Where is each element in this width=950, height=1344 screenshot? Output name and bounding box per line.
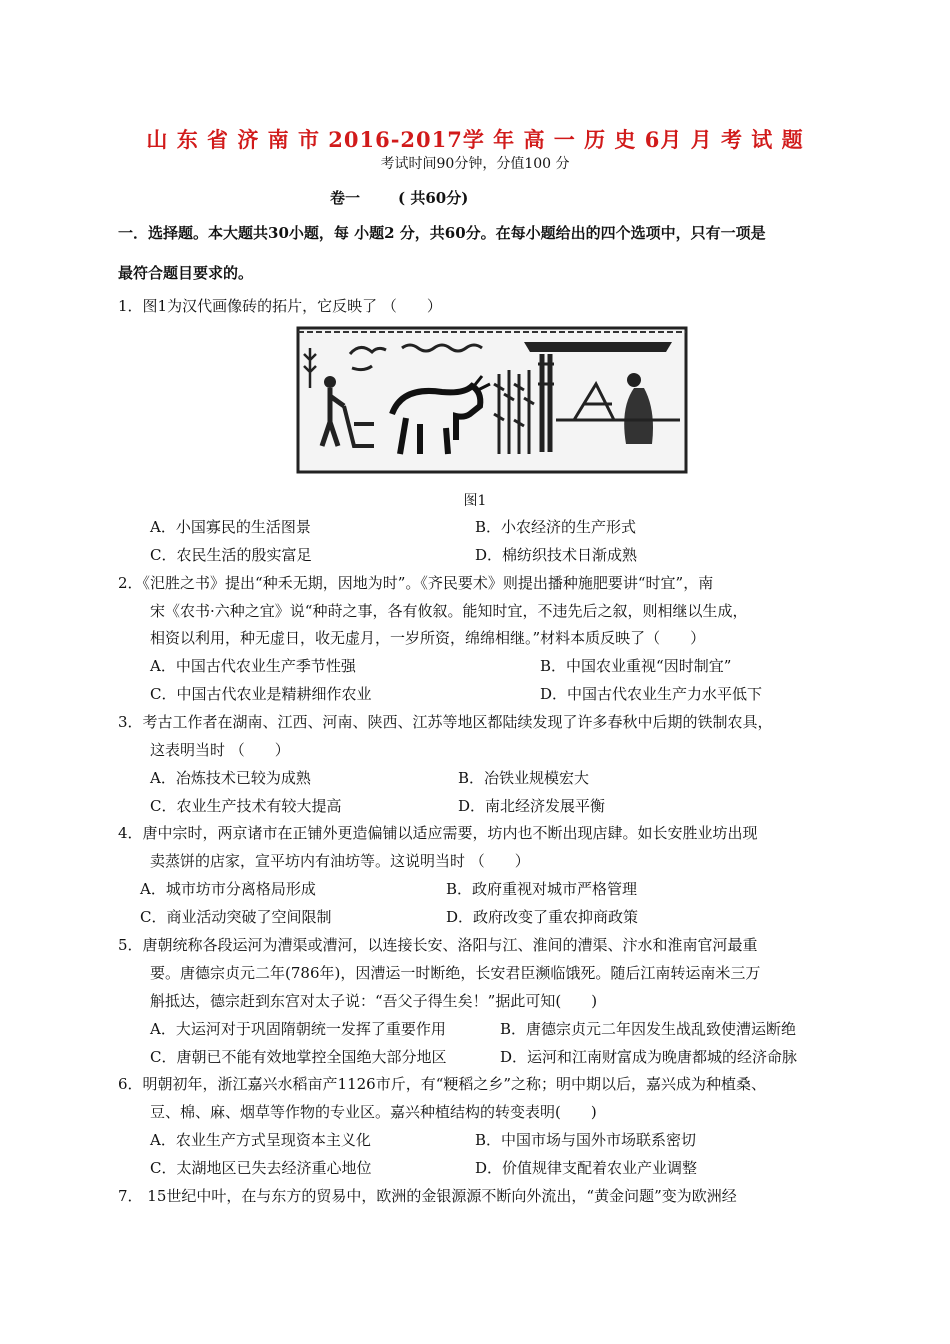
question-5: 5．唐朝统称各段运河为漕渠或漕河，以连接长安、洛阳与江、淮间的漕渠、汴水和淮南官河最重 xyxy=(118,936,758,954)
q5-option-c: C．唐朝已不能有效地掌控全国绝大部分地区 xyxy=(150,1048,447,1066)
question-3-line-2: 这表明当时 （ ） xyxy=(150,741,290,759)
section-name: 卷一 xyxy=(330,189,361,207)
question-2-line-3: 相资以利用，种无虚日，收无虚月，一岁所资，绵绵相继。”材料本质反映了（ ） xyxy=(150,629,706,647)
question-6: 6．明朝初年，浙江嘉兴水稻亩产1126市斤，有“粳稻之乡”之称；明中期以后，嘉兴成为种植桑、 xyxy=(118,1075,767,1093)
q6-option-c: C．太湖地区已失去经济重心地位 xyxy=(150,1159,372,1177)
q5-option-b: B．唐德宗贞元二年因发生战乱致使漕运断绝 xyxy=(500,1020,797,1038)
q1-option-c: C．农民生活的殷实富足 xyxy=(150,546,312,564)
question-4: 4．唐中宗时，两京诸市在正铺外更造偏铺以适应需要，坊内也不断出现店肆。如长安胜业坊出现 xyxy=(118,824,758,842)
question-2: 2．《汜胜之书》提出“种禾无期，因地为时”。《齐民要术》则提出播种施肥要讲“时宜”，南 xyxy=(118,574,714,592)
question-1: 1．图1为汉代画像砖的拓片，它反映了 （ ） xyxy=(118,297,442,315)
q4-option-b: B．政府重视对城市严格管理 xyxy=(446,880,638,898)
q5-option-d: D．运河和江南财富成为晚唐都城的经济命脉 xyxy=(500,1048,798,1066)
q4-option-d: D．政府改变了重农抑商政策 xyxy=(446,908,639,926)
q4-option-c: C．商业活动突破了空间限制 xyxy=(140,908,332,926)
q2-option-a: A．中国古代农业生产季节性强 xyxy=(150,657,356,675)
question-2-line-2: 宋《农书·六种之宜》说“种莳之事，各有攸叙。能知时宜，不违先后之叙，则相继以生成， xyxy=(150,602,748,620)
q3-option-b: B．冶铁业规模宏大 xyxy=(458,769,590,787)
question-4-line-2: 卖蒸饼的店家，宣平坊内有油坊等。这说明当时 （ ） xyxy=(150,852,530,870)
q1-option-d: D．棉纺织技术日渐成熟 xyxy=(475,546,638,564)
q2-option-d: D．中国古代农业生产力水平低下 xyxy=(540,685,763,703)
han-brick-rubbing-image xyxy=(294,324,690,476)
instructions-line-1: 一．选择题。本大题共30小题，每 小题2 分，共60分。在每小题给出的四个选项中，只有一项是 xyxy=(118,224,766,242)
page-title: 山 东 省 济 南 市 2016-2017学 年 高 一 历 史 6月 月 考 试 题 xyxy=(146,127,804,152)
question-7: 7． 15世纪中叶，在与东方的贸易中，欧洲的金银源源不断向外流出，“黄金问题”变为欧洲经 xyxy=(118,1187,737,1205)
section-heading xyxy=(330,187,468,208)
q1-option-b: B．小农经济的生产形式 xyxy=(475,518,637,536)
section-score: ( 共60分) xyxy=(398,189,469,207)
q2-option-c: C．中国古代农业是精耕细作农业 xyxy=(150,685,372,703)
q3-option-c: C．农业生产技术有较大提高 xyxy=(150,797,342,815)
question-5-line-3: 斛抵达，德宗赶到东宫对太子说：“吾父子得生矣！”据此可知( ) xyxy=(150,992,598,1010)
q6-option-a: A．农业生产方式呈现资本主义化 xyxy=(150,1131,371,1149)
q5-option-a: A．大运河对于巩固隋朝统一发挥了重要作用 xyxy=(150,1020,446,1038)
q2-option-b: B．中国农业重视“因时制宜” xyxy=(540,657,732,675)
instructions-line-2: 最符合题目要求的。 xyxy=(118,264,254,282)
q6-option-b: B．中国市场与国外市场联系密切 xyxy=(475,1131,697,1149)
q3-option-d: D．南北经济发展平衡 xyxy=(458,797,606,815)
figure-caption: 图1 xyxy=(463,493,487,509)
q4-option-a: A．城市坊市分离格局形成 xyxy=(140,880,316,898)
q6-option-d: D．价值规律支配着农业产业调整 xyxy=(475,1159,698,1177)
q3-option-a: A．冶炼技术已较为成熟 xyxy=(150,769,311,787)
question-5-line-2: 要。唐德宗贞元二年(786年)，因漕运一时断绝，长安君臣濒临饿死。随后江南转运南米三万 xyxy=(150,964,761,982)
question-3: 3．考古工作者在湖南、江西、河南、陕西、江苏等地区都陆续发现了许多春秋中后期的铁制农具， xyxy=(118,713,773,731)
q1-option-a: A．小国寡民的生活图景 xyxy=(150,518,311,536)
question-6-line-2: 豆、棉、麻、烟草等作物的专业区。嘉兴种植结构的转变表明( ) xyxy=(150,1103,597,1121)
exam-info: 考试时间90分钟，分值100 分 xyxy=(380,156,570,172)
